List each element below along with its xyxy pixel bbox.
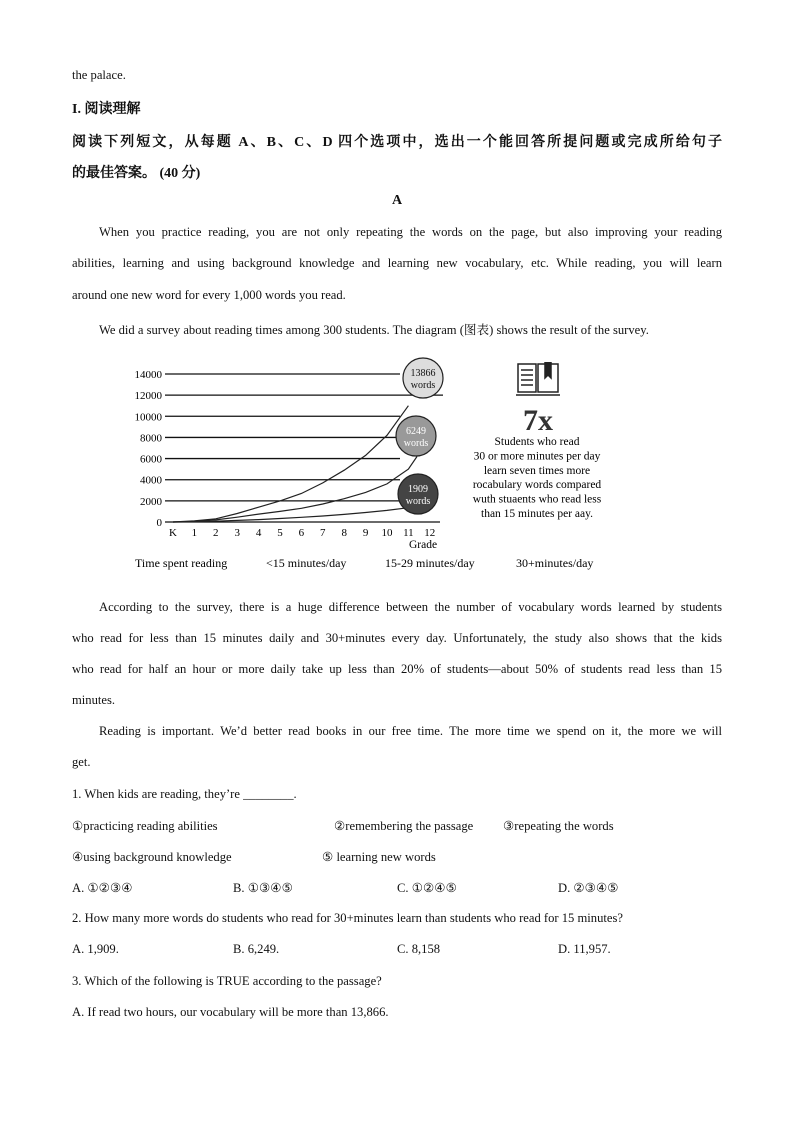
paragraph-line: minutes.	[72, 693, 116, 707]
paragraph-line: When you practice reading, you are not only repeating the words on the page, but also improving your reading	[99, 225, 722, 239]
question-2-stem: 2. How many more words do students who read for 30+minutes learn than students who read for 15 minutes?	[72, 911, 623, 925]
q1-option-a[interactable]: A. ①②③④	[72, 881, 133, 895]
top-line: the palace.	[72, 68, 126, 82]
q1-item: ④using background knowledge	[72, 850, 232, 864]
x-tick-label: 12	[424, 527, 436, 539]
bubble-unit: words	[403, 438, 429, 449]
x-tick-label: 9	[362, 527, 369, 539]
legend-title: Time spent reading	[135, 556, 228, 570]
q1-item: ②remembering the passage	[334, 819, 474, 833]
callout-line: than 15 minutes per aay.	[481, 508, 593, 520]
callout-big: 7x	[523, 404, 553, 437]
q1-option-c[interactable]: C. ①②④⑤	[397, 881, 457, 895]
bubble-unit: words	[405, 496, 431, 507]
q1-option-b[interactable]: B. ①③④⑤	[233, 881, 293, 895]
bubble-value: 6249	[406, 426, 426, 437]
x-tick-label: 5	[277, 527, 283, 539]
q2-option-d[interactable]: D. 11,957.	[558, 942, 611, 956]
paragraph-line: Reading is important. We’d better read books in our free time. The more time we spend on it, the more we will	[99, 724, 722, 738]
q1-item: ①practicing reading abilities	[72, 819, 218, 833]
paragraph-line: who read for half an hour or more daily take up less than 20% of students—about 50% of students read less than 15	[72, 662, 722, 676]
q1-option-d[interactable]: D. ②③④⑤	[558, 881, 619, 895]
series-line	[173, 406, 408, 522]
instructions-line: 阅读下列短文，从每题 A、B、C、D 四个选项中，选出一个能回答所提问题或完成所给句子	[72, 135, 722, 150]
y-tick-label: 8000	[140, 432, 162, 445]
paragraph-line: around one new word for every 1,000 words you read.	[72, 288, 346, 302]
y-tick-label: 2000	[140, 495, 162, 508]
callout-line: learn seven times more	[483, 464, 591, 477]
x-tick-label: 2	[213, 527, 219, 539]
y-tick-label: 0	[156, 517, 162, 529]
paragraph-line: We did a survey about reading times among 300 students. The diagram (图表) shows the result of the survey.	[99, 323, 649, 337]
passage-label: A	[391, 193, 403, 208]
bubble-value: 1909	[408, 484, 428, 495]
q2-option-b[interactable]: B. 6,249.	[233, 942, 280, 956]
legend-entry: <15 minutes/day	[266, 556, 347, 570]
x-tick-label: K	[169, 527, 177, 539]
x-tick-label: 8	[341, 527, 347, 539]
x-tick-label: 3	[234, 527, 240, 539]
y-tick-label: 12000	[134, 390, 162, 403]
x-tick-label: 6	[298, 527, 305, 539]
legend-entry: 15-29 minutes/day	[385, 556, 475, 570]
q2-option-a[interactable]: A. 1,909.	[72, 942, 119, 956]
callout-line: Students who read	[494, 436, 580, 448]
legend-entry: 30+minutes/day	[516, 556, 594, 570]
x-tick-label: 11	[403, 527, 414, 539]
question-3-stem: 3. Which of the following is TRUE according to the passage?	[72, 974, 382, 988]
x-tick-label: 1	[191, 527, 198, 539]
callout-line: rocabulary words compared	[472, 479, 602, 492]
y-tick-label: 10000	[134, 411, 162, 424]
section-title: I. 阅读理解	[72, 102, 141, 117]
x-tick-label: 7	[320, 527, 326, 539]
callout-line: 30 or more minutes per day	[473, 450, 601, 463]
q2-option-c[interactable]: C. 8,158	[397, 942, 441, 956]
instructions-line: 的最佳答案。 (40 分)	[72, 166, 201, 181]
book-icon	[516, 362, 560, 395]
paragraph-line: According to the survey, there is a huge difference between the number of vocabulary words learned by students	[99, 600, 722, 614]
q1-item: ③repeating the words	[503, 819, 614, 833]
paragraph-line: who read for less than 15 minutes daily and 30+minutes every day. Unfortunately, the study also shows that the kids	[72, 631, 722, 645]
q3-option-a[interactable]: A. If read two hours, our vocabulary will be more than 13,866.	[72, 1005, 389, 1019]
y-tick-label: 4000	[140, 474, 162, 487]
question-1-stem: 1. When kids are reading, they’re ________.	[72, 787, 297, 801]
x-tick-label: 10	[381, 527, 393, 539]
paragraph-line: abilities, learning and using background knowledge and learning new vocabulary, etc. While reading, you will learn	[72, 256, 722, 270]
callout-line: wuth stuaents who read less	[472, 493, 602, 506]
series-line	[173, 457, 417, 523]
x-axis-label: Grade	[408, 539, 438, 551]
bubble-value: 13866	[410, 368, 436, 379]
paragraph-line: get.	[72, 755, 91, 769]
y-tick-label: 6000	[140, 453, 162, 466]
x-tick-label: 4	[255, 527, 262, 539]
bubble-unit: words	[410, 380, 436, 391]
y-tick-label: 14000	[134, 369, 162, 381]
q1-item: ⑤ learning new words	[322, 850, 436, 864]
